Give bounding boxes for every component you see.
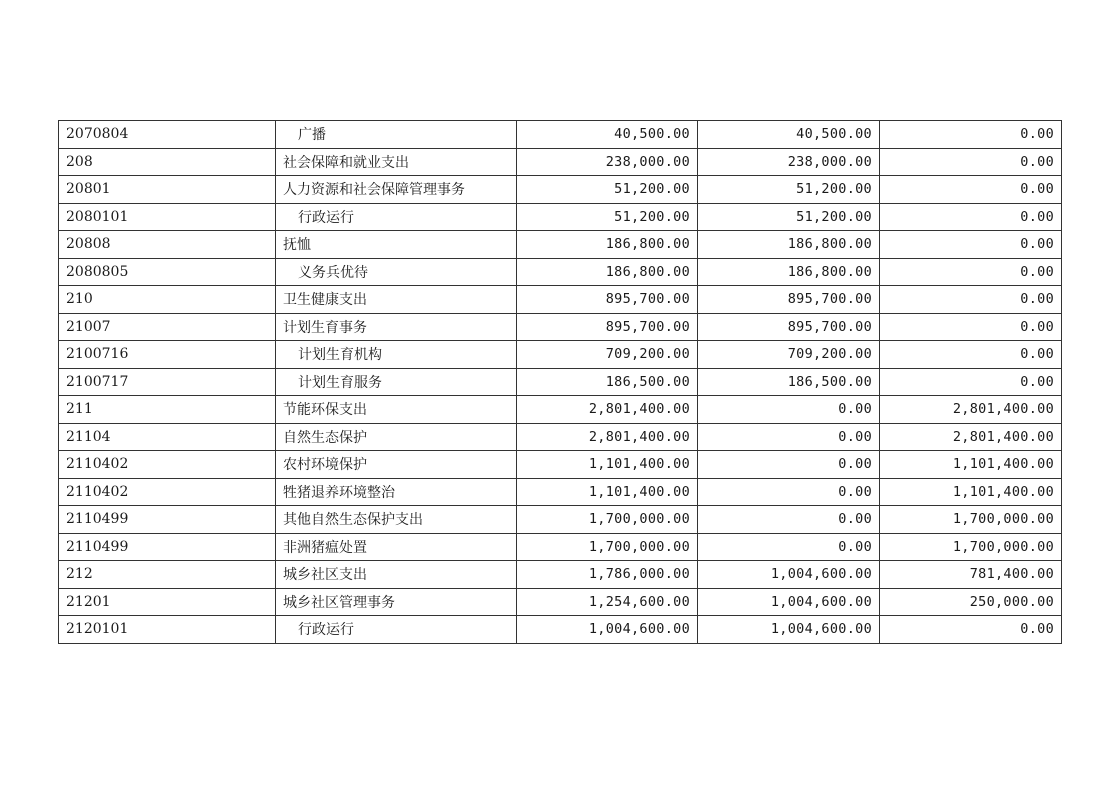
row-total-cell: 1,004,600.00	[517, 616, 698, 644]
row-code-cell: 212	[59, 561, 276, 589]
row-project-cell: 0.00	[880, 313, 1062, 341]
row-project-cell: 1,700,000.00	[880, 506, 1062, 534]
row-code-cell: 2110499	[59, 533, 276, 561]
row-name-cell: 社会保障和就业支出	[276, 148, 517, 176]
row-project-cell: 0.00	[880, 616, 1062, 644]
row-project-cell: 0.00	[880, 341, 1062, 369]
row-total-cell: 1,101,400.00	[517, 451, 698, 479]
row-total-cell: 895,700.00	[517, 286, 698, 314]
row-total-cell: 186,800.00	[517, 258, 698, 286]
row-total-cell: 1,786,000.00	[517, 561, 698, 589]
table-row	[59, 423, 1062, 451]
row-total-cell: 238,000.00	[517, 148, 698, 176]
row-basic-cell: 0.00	[698, 396, 880, 424]
row-total-cell: 40,500.00	[517, 121, 698, 149]
table-row	[59, 203, 1062, 231]
row-name-cell: 城乡社区管理事务	[276, 588, 517, 616]
table-row	[59, 506, 1062, 534]
budget-table	[58, 120, 1062, 644]
row-name-cell: 农村环境保护	[276, 451, 517, 479]
row-basic-cell: 51,200.00	[698, 176, 880, 204]
row-name-cell: 人力资源和社会保障管理事务	[276, 176, 517, 204]
row-basic-cell: 0.00	[698, 506, 880, 534]
row-basic-cell: 186,800.00	[698, 258, 880, 286]
table-body	[59, 121, 1062, 644]
table-row	[59, 176, 1062, 204]
table-row	[59, 478, 1062, 506]
row-project-cell: 0.00	[880, 231, 1062, 259]
table-row	[59, 561, 1062, 589]
row-name-cell: 自然生态保护	[276, 423, 517, 451]
row-name-cell: 其他自然生态保护支出	[276, 506, 517, 534]
row-project-cell: 1,700,000.00	[880, 533, 1062, 561]
row-basic-cell: 40,500.00	[698, 121, 880, 149]
row-code-cell: 2100717	[59, 368, 276, 396]
table-row	[59, 533, 1062, 561]
row-code-cell: 2070804	[59, 121, 276, 149]
row-project-cell: 0.00	[880, 148, 1062, 176]
row-code-cell: 2110402	[59, 478, 276, 506]
row-project-cell: 0.00	[880, 121, 1062, 149]
row-total-cell: 2,801,400.00	[517, 423, 698, 451]
row-code-cell: 208	[59, 148, 276, 176]
row-name-cell: 节能环保支出	[276, 396, 517, 424]
row-code-cell: 2110402	[59, 451, 276, 479]
row-code-cell: 21007	[59, 313, 276, 341]
row-total-cell: 1,700,000.00	[517, 533, 698, 561]
row-basic-cell: 238,000.00	[698, 148, 880, 176]
table-row	[59, 286, 1062, 314]
row-basic-cell: 895,700.00	[698, 286, 880, 314]
row-total-cell: 1,700,000.00	[517, 506, 698, 534]
row-basic-cell: 1,004,600.00	[698, 616, 880, 644]
row-basic-cell: 0.00	[698, 451, 880, 479]
table-row	[59, 121, 1062, 149]
row-name-cell: 计划生育服务	[276, 368, 517, 396]
row-project-cell: 1,101,400.00	[880, 451, 1062, 479]
table-row	[59, 616, 1062, 644]
row-code-cell: 211	[59, 396, 276, 424]
row-basic-cell: 186,800.00	[698, 231, 880, 259]
row-basic-cell: 709,200.00	[698, 341, 880, 369]
row-basic-cell: 0.00	[698, 423, 880, 451]
row-total-cell: 895,700.00	[517, 313, 698, 341]
row-total-cell: 709,200.00	[517, 341, 698, 369]
row-basic-cell: 895,700.00	[698, 313, 880, 341]
row-name-cell: 抚恤	[276, 231, 517, 259]
table-row	[59, 313, 1062, 341]
row-code-cell: 2110499	[59, 506, 276, 534]
row-project-cell: 2,801,400.00	[880, 396, 1062, 424]
row-basic-cell: 186,500.00	[698, 368, 880, 396]
row-project-cell: 250,000.00	[880, 588, 1062, 616]
row-project-cell: 0.00	[880, 203, 1062, 231]
row-name-cell: 牲猪退养环境整治	[276, 478, 517, 506]
table-row	[59, 368, 1062, 396]
row-project-cell: 0.00	[880, 258, 1062, 286]
row-total-cell: 1,254,600.00	[517, 588, 698, 616]
row-code-cell: 21201	[59, 588, 276, 616]
row-name-cell: 计划生育事务	[276, 313, 517, 341]
table-row	[59, 258, 1062, 286]
row-basic-cell: 0.00	[698, 533, 880, 561]
row-project-cell: 0.00	[880, 368, 1062, 396]
row-project-cell: 2,801,400.00	[880, 423, 1062, 451]
row-basic-cell: 1,004,600.00	[698, 588, 880, 616]
row-name-cell: 非洲猪瘟处置	[276, 533, 517, 561]
row-name-cell: 行政运行	[276, 616, 517, 644]
table-row	[59, 148, 1062, 176]
row-total-cell: 186,800.00	[517, 231, 698, 259]
row-project-cell: 0.00	[880, 286, 1062, 314]
row-code-cell: 2080101	[59, 203, 276, 231]
row-name-cell: 行政运行	[276, 203, 517, 231]
row-basic-cell: 0.00	[698, 478, 880, 506]
row-project-cell: 0.00	[880, 176, 1062, 204]
row-total-cell: 1,101,400.00	[517, 478, 698, 506]
row-code-cell: 2120101	[59, 616, 276, 644]
row-basic-cell: 1,004,600.00	[698, 561, 880, 589]
row-code-cell: 20801	[59, 176, 276, 204]
table-row	[59, 231, 1062, 259]
row-total-cell: 2,801,400.00	[517, 396, 698, 424]
row-total-cell: 186,500.00	[517, 368, 698, 396]
row-name-cell: 广播	[276, 121, 517, 149]
table-row	[59, 396, 1062, 424]
row-code-cell: 21104	[59, 423, 276, 451]
row-name-cell: 义务兵优待	[276, 258, 517, 286]
table-row	[59, 451, 1062, 479]
row-name-cell: 计划生育机构	[276, 341, 517, 369]
row-name-cell: 卫生健康支出	[276, 286, 517, 314]
row-name-cell: 城乡社区支出	[276, 561, 517, 589]
table-row	[59, 341, 1062, 369]
row-code-cell: 210	[59, 286, 276, 314]
row-total-cell: 51,200.00	[517, 176, 698, 204]
row-code-cell: 2100716	[59, 341, 276, 369]
table-row	[59, 588, 1062, 616]
row-code-cell: 20808	[59, 231, 276, 259]
row-total-cell: 51,200.00	[517, 203, 698, 231]
row-project-cell: 781,400.00	[880, 561, 1062, 589]
row-project-cell: 1,101,400.00	[880, 478, 1062, 506]
row-code-cell: 2080805	[59, 258, 276, 286]
row-basic-cell: 51,200.00	[698, 203, 880, 231]
